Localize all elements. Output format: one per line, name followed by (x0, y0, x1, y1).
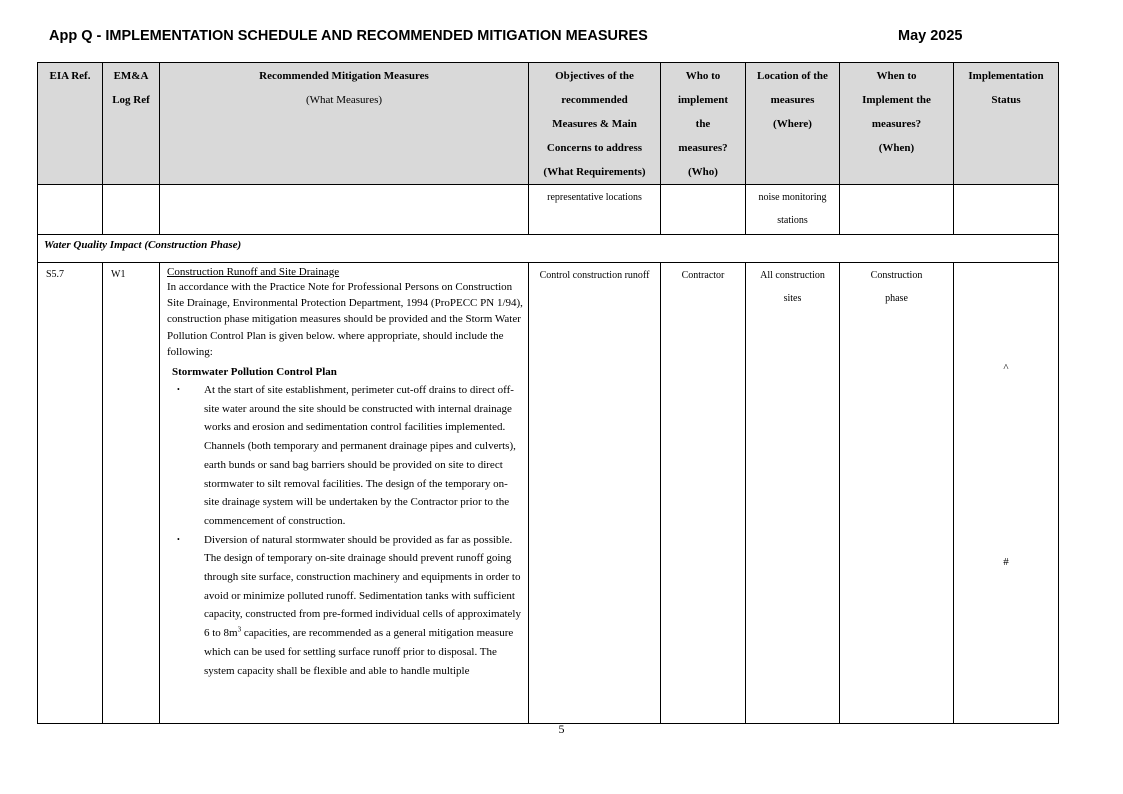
document-date: May 2025 (898, 28, 963, 44)
col-header-objectives: Objectives of the recommended Measures & Main Concerns to address (What Requirements) (529, 63, 661, 185)
table-row-continuation (38, 185, 1059, 235)
status-mark: ^ (1003, 362, 1009, 374)
cell-log-ref: W1 (103, 263, 160, 724)
cell-status (954, 185, 1059, 235)
cell-location: noise monitoring stations (746, 185, 840, 235)
cell-log-ref (103, 185, 160, 235)
cell-who: Contractor (661, 263, 746, 724)
measure-bullet-list (167, 381, 523, 680)
page-number: 5 (558, 722, 565, 736)
cell-measures (160, 263, 529, 724)
section-heading: Water Quality Impact (Construction Phase) (38, 235, 1059, 263)
cell-eia-ref: S5.7 (38, 263, 103, 724)
cell-status (954, 263, 1059, 724)
table-header-row (38, 63, 1059, 185)
col-header-measures: Recommended Mitigation Measures (What Measures) (160, 63, 529, 185)
cell-eia-ref (38, 185, 103, 235)
list-item: • Diversion of natural stormwater should be provided as far as possible. The design of temporary on-site drainage should prevent runoff going through site surface, construction machinery and equipments in order to avoid or minimize polluted runoff. Sedimentation tanks with sufficient capacity, constructed from pre-formed individual cells of approximately 6 to $8m^3$ capacities, are recommended as a general mitigation measure which can be used for settling surface runoff prior to disposal. The system capacity shall be flexible and able to handle multiple (204, 531, 523, 681)
implementation-schedule-table (37, 62, 1059, 724)
col-header-log-ref: EM&A Log Ref (103, 63, 160, 185)
cell-location: All construction sites (746, 263, 840, 724)
measure-title: Construction Runoff and Site Drainage (167, 266, 340, 278)
cell-who (661, 185, 746, 235)
cell-when: Construction phase (840, 263, 954, 724)
table-row (38, 263, 1059, 724)
measure-intro: In accordance with the Practice Note for Professional Persons on Construction Site Drainage, Environmental Protection Department, 1994 (ProPECC PN 1/94), construction phase mitigation measures should be provided and the Storm Water Pollution Control Plan is given below. where appropriate, should include the following: (167, 281, 523, 358)
status-mark: # (1003, 556, 1009, 568)
measure-subheading: Stormwater Pollution Control Plan (172, 366, 337, 379)
cell-objective: Control construction runoff (529, 263, 661, 724)
document-title: App Q - IMPLEMENTATION SCHEDULE AND RECOMMENDED MITIGATION MEASURES (49, 28, 648, 44)
col-header-location: Location of the measures (Where) (746, 63, 840, 185)
col-header-who: Who to implement the measures? (Who) (661, 63, 746, 185)
cell-objective: representative locations (529, 185, 661, 235)
section-heading-row (38, 235, 1059, 263)
col-header-when: When to Implement the measures? (When) (840, 63, 954, 185)
col-header-eia-ref: EIA Ref. (38, 63, 103, 185)
cell-when (840, 185, 954, 235)
list-item: • At the start of site establishment, perimeter cut-off drains to direct off-site water around the site should be constructed with internal drainage works and erosion and sedimentation control facilities implemented. Channels (both temporary and permanent drainage pipes and culverts), earth bunds or sand bag barriers should be provided on site to direct stormwater to silt removal facilities. The design of the temporary on-site drainage system will be undertaken by the Contractor prior to the commencement of construction. (204, 381, 523, 531)
cell-measures (160, 185, 529, 235)
col-header-status: Implementation Status (954, 63, 1059, 185)
